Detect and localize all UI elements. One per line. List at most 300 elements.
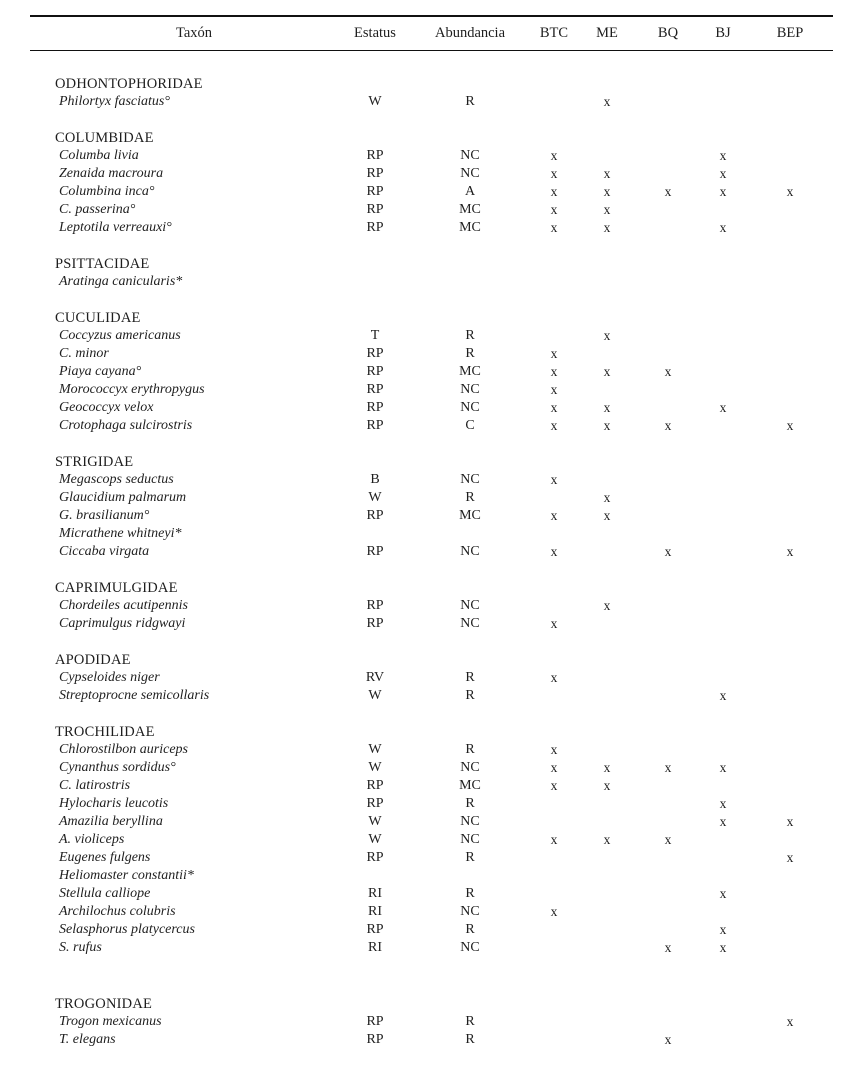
abundancia-cell: R (465, 796, 475, 811)
empty-cell (698, 453, 748, 471)
species-name: Cynanthus sordidus° (59, 760, 176, 775)
empty-cell (532, 129, 576, 147)
estatus-cell: RP (366, 616, 384, 631)
presence-cell-bj (698, 489, 748, 507)
presence-cell-bq (638, 813, 698, 831)
presence-cell-bj: x (719, 760, 727, 775)
estatus-cell: RP (366, 220, 384, 235)
presence-cell-bq: x (664, 544, 672, 559)
empty-cell (408, 129, 532, 147)
presence-cell-me (576, 381, 638, 399)
presence-cell-btc (532, 849, 576, 867)
presence-cell-bq: x (664, 418, 672, 433)
presence-cell-me (576, 273, 638, 291)
column-header-me: ME (596, 25, 618, 41)
presence-cell-me (576, 1013, 638, 1031)
presence-cell-bj (698, 777, 748, 795)
species-name: Trogon mexicanus (59, 1014, 162, 1029)
empty-cell (638, 723, 698, 741)
presence-cell-bj (698, 201, 748, 219)
species-name: G. brasilianum° (59, 508, 150, 523)
presence-cell-me: x (603, 508, 611, 523)
presence-cell-btc: x (550, 148, 558, 163)
presence-cell-bj (698, 417, 748, 435)
empty-cell (638, 995, 698, 1013)
presence-cell-bq (638, 381, 698, 399)
empty-cell (748, 579, 832, 597)
species-row (30, 201, 833, 219)
family-group (30, 129, 833, 237)
empty-cell (698, 995, 748, 1013)
species-row (30, 1013, 833, 1031)
presence-cell-me: x (603, 328, 611, 343)
presence-cell-btc: x (550, 418, 558, 433)
presence-cell-me (576, 147, 638, 165)
species-row (30, 885, 833, 903)
species-row (30, 867, 833, 885)
presence-cell-bep (748, 885, 832, 903)
presence-cell-bep (748, 867, 832, 885)
species-name: Micrathene whitneyi* (59, 526, 182, 541)
presence-cell-bep (748, 597, 832, 615)
abundancia-cell: NC (460, 760, 480, 775)
estatus-cell: W (368, 94, 382, 109)
abundancia-cell (408, 867, 532, 885)
presence-cell-bj: x (719, 184, 727, 199)
abundancia-cell: R (465, 850, 475, 865)
presence-cell-btc: x (550, 472, 558, 487)
presence-cell-bep (748, 615, 832, 633)
presence-cell-btc: x (550, 220, 558, 235)
presence-cell-bep: x (786, 418, 794, 433)
estatus-cell: W (368, 814, 382, 829)
species-name: Streptoprocne semicollaris (59, 688, 210, 703)
empty-cell (408, 995, 532, 1013)
presence-cell-me (576, 939, 638, 957)
presence-cell-bq (638, 345, 698, 363)
empty-cell (342, 309, 408, 327)
family-name: TROCHILIDAE (55, 724, 155, 740)
estatus-cell: W (368, 760, 382, 775)
presence-cell-bj: x (719, 940, 727, 955)
presence-cell-bj (698, 327, 748, 345)
estatus-cell (342, 525, 408, 543)
empty-cell (532, 995, 576, 1013)
presence-cell-bq: x (664, 364, 672, 379)
species-row (30, 921, 833, 939)
species-name: Coccyzus americanus (59, 328, 181, 343)
presence-cell-btc (532, 921, 576, 939)
presence-cell-me (576, 471, 638, 489)
species-name: Chlorostilbon auriceps (59, 742, 188, 757)
species-row (30, 849, 833, 867)
estatus-cell: RP (366, 202, 384, 217)
presence-cell-bep (748, 165, 832, 183)
empty-cell (342, 723, 408, 741)
empty-cell (408, 723, 532, 741)
presence-cell-bj (698, 345, 748, 363)
estatus-cell: T (370, 328, 380, 343)
presence-cell-btc (532, 795, 576, 813)
empty-cell (638, 129, 698, 147)
presence-cell-bep (748, 687, 832, 705)
presence-cell-bj (698, 669, 748, 687)
species-row (30, 381, 833, 399)
empty-cell (748, 723, 832, 741)
presence-cell-btc: x (550, 346, 558, 361)
species-name: Eugenes fulgens (59, 850, 151, 865)
presence-cell-bep (748, 327, 832, 345)
presence-cell-bep (748, 777, 832, 795)
family-row (30, 651, 833, 669)
table-header-row (30, 15, 833, 51)
estatus-cell: RP (366, 400, 384, 415)
species-row (30, 525, 833, 543)
species-name: Amazilia beryllina (59, 814, 163, 829)
abundancia-cell (408, 273, 532, 291)
estatus-cell: RP (366, 778, 384, 793)
presence-cell-bq (638, 273, 698, 291)
presence-cell-bj (698, 741, 748, 759)
family-group (30, 453, 833, 561)
abundancia-cell: NC (460, 814, 480, 829)
presence-cell-bep (748, 939, 832, 957)
presence-cell-bep (748, 489, 832, 507)
family-group (30, 309, 833, 435)
presence-cell-btc (532, 93, 576, 111)
presence-cell-bj (698, 849, 748, 867)
empty-cell (698, 579, 748, 597)
presence-cell-bj (698, 831, 748, 849)
presence-cell-bep (748, 381, 832, 399)
presence-cell-bj (698, 903, 748, 921)
empty-cell (576, 723, 638, 741)
presence-cell-bq (638, 327, 698, 345)
column-header-estatus: Estatus (354, 25, 396, 41)
species-name: Aratinga canicularis* (59, 274, 183, 289)
empty-cell (748, 75, 832, 93)
empty-cell (532, 723, 576, 741)
family-group (30, 75, 833, 111)
presence-cell-btc (532, 813, 576, 831)
presence-cell-me (576, 849, 638, 867)
family-row (30, 453, 833, 471)
presence-cell-bj (698, 597, 748, 615)
presence-cell-me (576, 669, 638, 687)
family-name: APODIDAE (55, 652, 131, 668)
species-row (30, 687, 833, 705)
presence-cell-bep (748, 1031, 832, 1049)
presence-cell-bep: x (786, 1014, 794, 1029)
species-row (30, 831, 833, 849)
presence-cell-btc: x (550, 832, 558, 847)
presence-cell-bj (698, 471, 748, 489)
empty-cell (698, 651, 748, 669)
presence-cell-bep (748, 363, 832, 381)
abundancia-cell: NC (460, 148, 480, 163)
presence-cell-bj (698, 1031, 748, 1049)
empty-cell (342, 453, 408, 471)
presence-cell-bep (748, 471, 832, 489)
presence-cell-bep (748, 525, 832, 543)
empty-cell (576, 309, 638, 327)
species-row (30, 147, 833, 165)
species-row (30, 165, 833, 183)
estatus-cell: RI (368, 940, 382, 955)
species-name: Crotophaga sulcirostris (59, 418, 193, 433)
presence-cell-bep (748, 921, 832, 939)
presence-cell-bq (638, 219, 698, 237)
presence-cell-bq (638, 597, 698, 615)
empty-cell (698, 75, 748, 93)
species-row (30, 777, 833, 795)
presence-cell-bep (748, 669, 832, 687)
abundancia-cell: NC (460, 904, 480, 919)
presence-cell-me (576, 921, 638, 939)
estatus-cell: RP (366, 382, 384, 397)
presence-cell-me: x (603, 490, 611, 505)
family-name: STRIGIDAE (55, 454, 134, 470)
empty-cell (698, 129, 748, 147)
species-row (30, 759, 833, 777)
abundancia-cell: R (465, 742, 475, 757)
presence-cell-bj (698, 381, 748, 399)
abundancia-cell: R (465, 922, 475, 937)
estatus-cell: RP (366, 346, 384, 361)
family-group (30, 255, 833, 291)
presence-cell-bj (698, 93, 748, 111)
species-row (30, 939, 833, 957)
species-row (30, 1031, 833, 1049)
species-row (30, 741, 833, 759)
presence-cell-me: x (603, 202, 611, 217)
abundancia-cell: NC (460, 616, 480, 631)
presence-cell-bj: x (719, 886, 727, 901)
presence-cell-bq (638, 921, 698, 939)
presence-cell-me: x (603, 832, 611, 847)
presence-cell-me: x (603, 598, 611, 613)
presence-cell-bj (698, 363, 748, 381)
empty-cell (576, 453, 638, 471)
presence-cell-bq (638, 165, 698, 183)
presence-cell-bq: x (664, 832, 672, 847)
species-name: Columba livia (59, 148, 139, 163)
empty-cell (576, 651, 638, 669)
presence-cell-bq (638, 525, 698, 543)
empty-cell (748, 309, 832, 327)
abundancia-cell: NC (460, 544, 480, 559)
species-table (30, 15, 833, 1049)
species-row (30, 273, 833, 291)
presence-cell-me (576, 687, 638, 705)
species-row (30, 597, 833, 615)
presence-cell-me: x (603, 400, 611, 415)
species-row (30, 615, 833, 633)
empty-cell (638, 453, 698, 471)
species-row (30, 327, 833, 345)
presence-cell-me (576, 903, 638, 921)
column-header-bep: BEP (776, 25, 804, 41)
presence-cell-bep (748, 399, 832, 417)
family-group (30, 723, 833, 957)
table-body (30, 75, 833, 1049)
species-row (30, 795, 833, 813)
presence-cell-bq (638, 867, 698, 885)
family-name: COLUMBIDAE (55, 130, 154, 146)
family-row (30, 995, 833, 1013)
presence-cell-bj: x (719, 922, 727, 937)
empty-cell (748, 995, 832, 1013)
presence-cell-btc: x (550, 202, 558, 217)
species-name: Philortyx fasciatus° (59, 94, 170, 109)
presence-cell-bj (698, 507, 748, 525)
presence-cell-btc (532, 687, 576, 705)
presence-cell-bep (748, 759, 832, 777)
presence-cell-btc (532, 525, 576, 543)
presence-cell-bq: x (664, 1032, 672, 1047)
presence-cell-me: x (603, 418, 611, 433)
abundancia-cell: NC (460, 472, 480, 487)
presence-cell-bep (748, 273, 832, 291)
presence-cell-bep: x (786, 814, 794, 829)
family-row (30, 75, 833, 93)
estatus-cell: RP (366, 850, 384, 865)
presence-cell-bq (638, 849, 698, 867)
presence-cell-bj (698, 543, 748, 561)
column-header-bj: BJ (715, 25, 731, 41)
presence-cell-bj (698, 273, 748, 291)
empty-cell (342, 255, 408, 273)
column-header-taxon: Taxón (175, 25, 213, 41)
species-row (30, 813, 833, 831)
estatus-cell: W (368, 832, 382, 847)
estatus-cell: RP (366, 796, 384, 811)
species-name: Hylocharis leucotis (59, 796, 169, 811)
estatus-cell: RI (368, 886, 382, 901)
presence-cell-bq: x (664, 184, 672, 199)
empty-cell (342, 995, 408, 1013)
empty-cell (408, 651, 532, 669)
presence-cell-bj: x (719, 400, 727, 415)
presence-cell-btc (532, 885, 576, 903)
species-name: A. violiceps (59, 832, 125, 847)
empty-cell (638, 75, 698, 93)
abundancia-cell: R (465, 346, 475, 361)
abundancia-cell: NC (460, 832, 480, 847)
abundancia-cell: R (465, 886, 475, 901)
species-row (30, 363, 833, 381)
species-row (30, 399, 833, 417)
column-header-abundancia: Abundancia (434, 25, 506, 41)
presence-cell-me (576, 867, 638, 885)
abundancia-cell: MC (459, 202, 481, 217)
empty-cell (532, 579, 576, 597)
abundancia-cell: R (465, 328, 475, 343)
presence-cell-me (576, 615, 638, 633)
family-name: CUCULIDAE (55, 310, 141, 326)
empty-cell (698, 309, 748, 327)
species-name: Megascops seductus (59, 472, 174, 487)
estatus-cell: RP (366, 364, 384, 379)
species-name: Chordeiles acutipennis (59, 598, 188, 613)
presence-cell-me: x (603, 778, 611, 793)
empty-cell (342, 651, 408, 669)
empty-cell (638, 309, 698, 327)
presence-cell-btc (532, 1013, 576, 1031)
presence-cell-bq: x (664, 940, 672, 955)
family-row (30, 129, 833, 147)
presence-cell-bj (698, 615, 748, 633)
presence-cell-me (576, 543, 638, 561)
presence-cell-bep (748, 219, 832, 237)
species-name: Caprimulgus ridgwayi (59, 616, 186, 631)
species-name: Selasphorus platycercus (59, 922, 195, 937)
presence-cell-me: x (603, 364, 611, 379)
estatus-cell: W (368, 742, 382, 757)
family-name: PSITTACIDAE (55, 256, 150, 272)
empty-cell (532, 651, 576, 669)
presence-cell-bq (638, 615, 698, 633)
presence-cell-bq (638, 507, 698, 525)
presence-cell-bep: x (786, 850, 794, 865)
presence-cell-bep (748, 147, 832, 165)
empty-cell (576, 255, 638, 273)
presence-cell-bj: x (719, 148, 727, 163)
species-name: Archilochus colubris (59, 904, 176, 919)
presence-cell-bq (638, 93, 698, 111)
abundancia-cell: R (465, 490, 475, 505)
empty-cell (748, 651, 832, 669)
abundancia-cell: NC (460, 382, 480, 397)
presence-cell-me (576, 525, 638, 543)
species-row (30, 543, 833, 561)
estatus-cell: RP (366, 418, 384, 433)
presence-cell-btc: x (550, 778, 558, 793)
presence-cell-btc (532, 1031, 576, 1049)
empty-cell (576, 579, 638, 597)
species-name: Morococcyx erythropygus (59, 382, 205, 397)
estatus-cell (342, 867, 408, 885)
estatus-cell: W (368, 688, 382, 703)
species-name: Stellula calliope (59, 886, 151, 901)
family-name: ODHONTOPHORIDAE (55, 76, 203, 92)
estatus-cell: RP (366, 1014, 384, 1029)
estatus-cell: B (370, 472, 380, 487)
presence-cell-me: x (603, 220, 611, 235)
empty-cell (342, 129, 408, 147)
column-header-bq: BQ (657, 25, 679, 41)
family-name: CAPRIMULGIDAE (55, 580, 178, 596)
estatus-cell: W (368, 490, 382, 505)
species-row (30, 219, 833, 237)
presence-cell-me: x (603, 166, 611, 181)
presence-cell-bq (638, 489, 698, 507)
presence-cell-bq (638, 147, 698, 165)
species-name: C. latirostris (59, 778, 131, 793)
estatus-cell: RP (366, 166, 384, 181)
estatus-cell: RP (366, 184, 384, 199)
empty-cell (408, 75, 532, 93)
presence-cell-btc: x (550, 364, 558, 379)
presence-cell-btc (532, 327, 576, 345)
presence-cell-bq (638, 399, 698, 417)
abundancia-cell: NC (460, 598, 480, 613)
presence-cell-bj: x (719, 688, 727, 703)
presence-cell-bep: x (786, 184, 794, 199)
estatus-cell: RP (366, 922, 384, 937)
presence-cell-me (576, 1031, 638, 1049)
presence-cell-btc: x (550, 382, 558, 397)
